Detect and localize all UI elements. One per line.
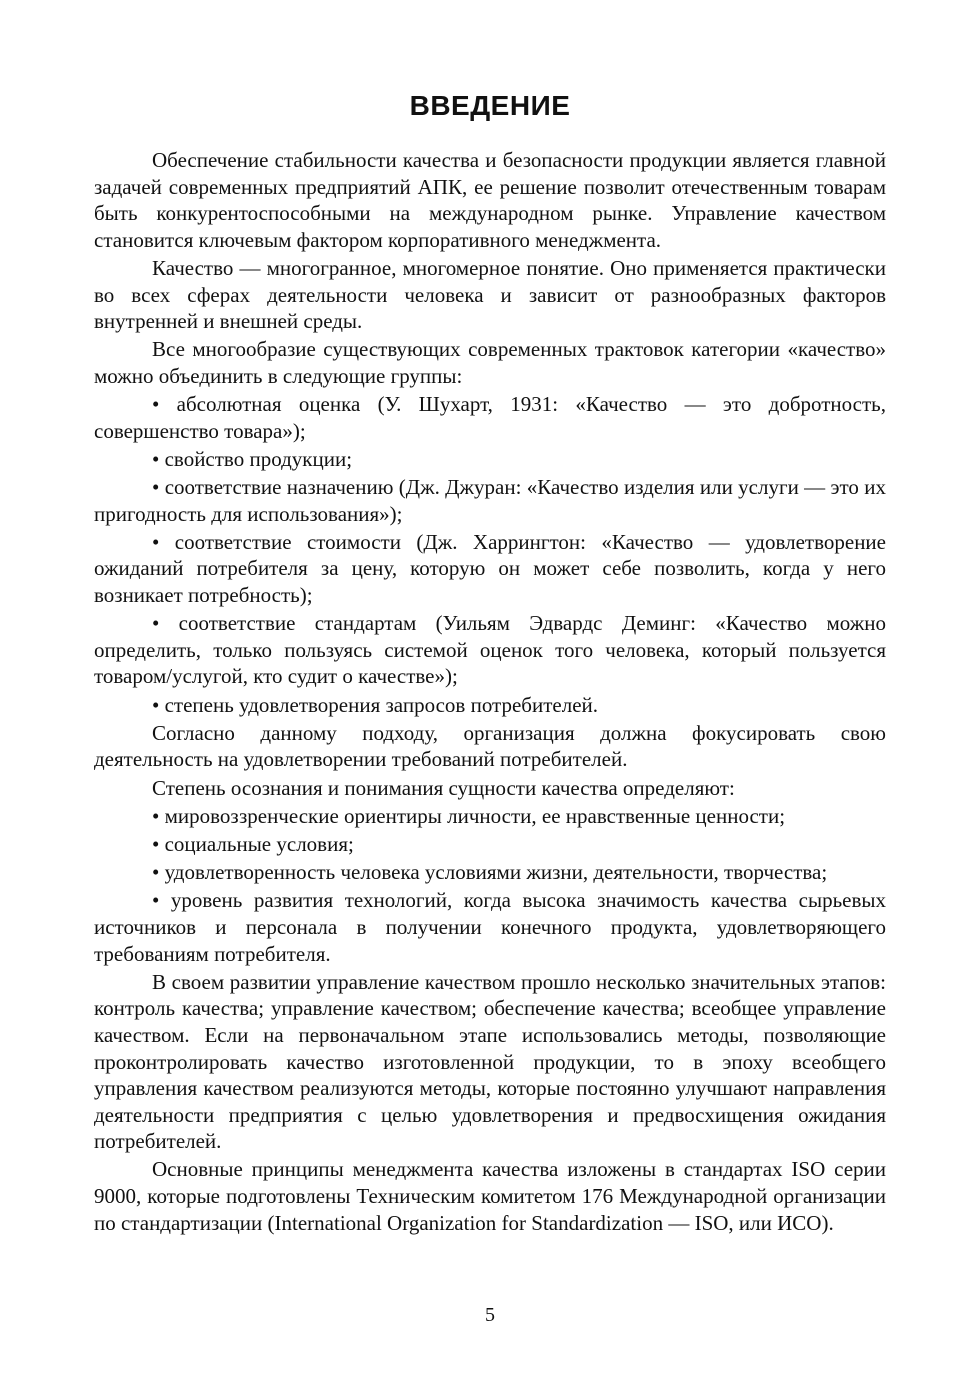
page-title: ВВЕДЕНИЕ (409, 90, 571, 121)
list-item: • мировоззренческие ориентиры личности, ее нравственные ценности; (152, 803, 786, 828)
list-item: • абсолютная оценка (У. Шухарт, 1931: «Качество — это добротность, совершенство товара»); (94, 392, 886, 443)
list-item: • степень удовлетворения запросов потребителей. (152, 692, 599, 717)
list-item: • уровень развития технологий, когда высока значимость качества сырьевых источников и персонала в получении конечного продукта, удовлетворяющего требованиям потребителя. (94, 888, 886, 966)
list-item: • свойство продукции; (152, 446, 353, 471)
list-item: • соответствие стандартам (Уильям Эдвардс Деминг: «Качество можно определить, только пользуясь системой оценок того человека, который пользуется товаром/услугой, кто судит о качестве»); (94, 611, 886, 689)
paragraph: Согласно данному подходу, организация должна фокусировать свою деятельность на удовлетворении требований потребителей. (94, 720, 886, 772)
list-item: • социальные условия; (152, 831, 354, 856)
list-item: • удовлетворенность человека условиями жизни, деятельности, творчества; (152, 860, 828, 885)
paragraph: Обеспечение стабильности качества и безопасности продукции является главной задачей современных предприятий АПК, ее решение позволит отечественным товарам быть конкурентоспособными на международном рынке. Управление качеством становится ключевым фактором корпоративного менеджмента. (94, 148, 886, 252)
paragraph: Все многообразие существующих современных трактовок категории «качество» можно объединить в следующие группы: (94, 337, 886, 388)
list-item: • соответствие стоимости (Дж. Харрингтон: «Качество — удовлетворение ожиданий потребителя за цену, которую он может себе позволить, когда у него возникает потребность); (94, 529, 886, 608)
paragraph: Качество — многогранное, многомерное понятие. Оно применяется практически во всех сферах деятельности человека и зависит от разнообразных факторов внутренней и внешней среды. (94, 255, 886, 334)
paragraph: Степень осознания и понимания сущности качества определяют: (152, 775, 735, 800)
paragraph: В своем развитии управление качеством прошло несколько значительных этапов: контроль качества; управление качеством; обеспечение качества; всеобщее управление качеством. Если на первоначальном этапе использовались методы, позволяющие проконтролировать качество изготовленной продукции, то в эпоху всеобщего управления качеством реализуются методы, которые постоянно улучшают направления деятельности предприятия с целью удовлетворения и предвосхищения ожидания потребителей. (94, 969, 886, 1154)
list-item: • соответствие назначению (Дж. Джуран: «Качество изделия или услуги — это их пригодность для использования»); (94, 475, 886, 526)
paragraph: Основные принципы менеджмента качества изложены в стандартах ISO серии 9000, которые подготовлены Техническим комитетом 176 Международной организации по стандартизации (International Organization for Standardization — ISO, или ИСО). (94, 1157, 886, 1235)
page-number: 5 (485, 1304, 495, 1326)
body-text (94, 147, 886, 1238)
